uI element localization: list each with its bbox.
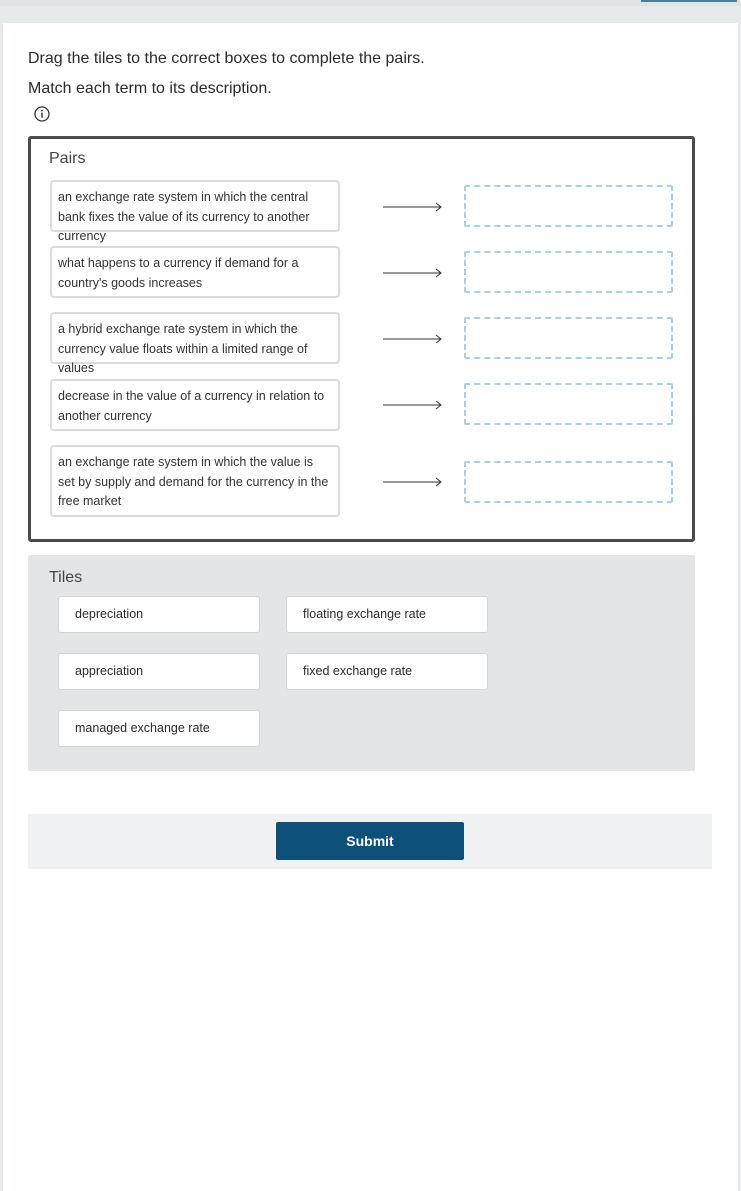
tile-depreciation[interactable]: depreciation: [58, 596, 260, 633]
tile-appreciation[interactable]: appreciation: [58, 653, 260, 690]
tile-fixed-exchange-rate[interactable]: fixed exchange rate: [286, 653, 488, 690]
instruction-subtext: Match each term to its description.: [28, 80, 272, 97]
arrow-right-icon: [383, 334, 443, 344]
tile-floating-exchange-rate[interactable]: floating exchange rate: [286, 596, 488, 633]
drop-zone-2[interactable]: [464, 251, 673, 293]
pairs-title: Pairs: [49, 150, 86, 167]
top-bar: [0, 0, 741, 6]
pair-description-2: what happens to a currency if demand for a country's goods increases: [50, 246, 340, 298]
arrow-right-icon: [383, 268, 443, 278]
arrow-right-icon: [383, 202, 443, 212]
info-icon[interactable]: [34, 106, 50, 122]
drop-zone-1[interactable]: [464, 185, 673, 227]
tiles-title: Tiles: [49, 569, 83, 586]
pair-description-3: a hybrid exchange rate system in which the currency value floats within a limited range of values: [50, 312, 340, 364]
arrow-right-icon: [383, 400, 443, 410]
pair-description-4: decrease in the value of a currency in relation to another currency: [50, 379, 340, 431]
drop-zone-5[interactable]: [464, 461, 673, 503]
pair-description-5: an exchange rate system in which the value is set by supply and demand for the currency in the free market: [50, 445, 340, 517]
drop-zone-3[interactable]: [464, 317, 673, 359]
pair-description-1: an exchange rate system in which the central bank fixes the value of its currency to another currency: [50, 180, 340, 232]
top-bar-accent: [641, 0, 737, 2]
tile-managed-exchange-rate[interactable]: managed exchange rate: [58, 710, 260, 747]
instruction-text: Drag the tiles to the correct boxes to complete the pairs.: [28, 50, 425, 67]
arrow-right-icon: [383, 477, 443, 487]
drop-zone-4[interactable]: [464, 383, 673, 425]
submit-button[interactable]: Submit: [276, 822, 464, 860]
